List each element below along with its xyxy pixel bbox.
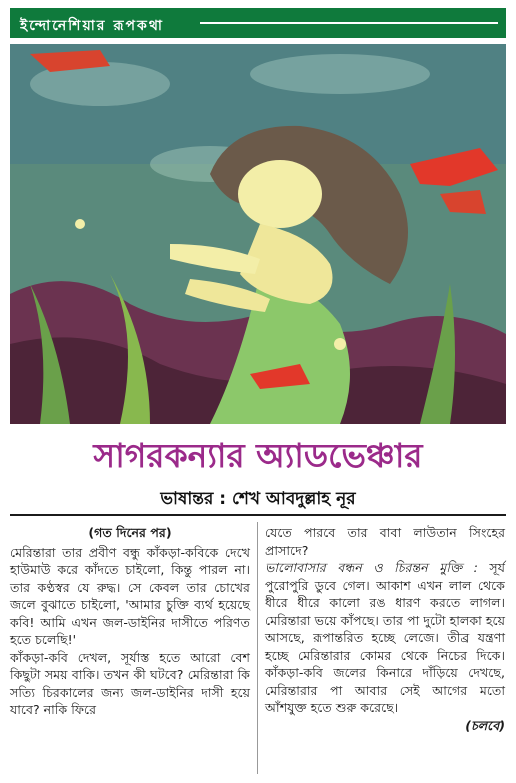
- article-byline: ভাষান্তর : শেখ আবদুল্লাহ নূর: [160, 489, 356, 509]
- recap-label: (গত দিনের পর): [88, 525, 172, 540]
- left-paragraph-1: মেরিন্তারা তার প্রবীণ বন্ধু কাঁকড়া-কবিকে দেখে হাউমাউ করে কাঁদতে চাইলো, কিন্তু পারল না। তার কণ্ঠস্বর যে রুদ্ধ। সে কেবল তার চোখের জলে বুঝাতে চাইলো, 'আমার চুক্তি ব্যর্থ হয়েছে কবি! আমি এখন জল-ডাইনির দাসীতে পরিণত হতে চলেছি!': [10, 544, 250, 647]
- section-title: ইন্দোনেশিয়ার রূপকথা: [20, 18, 164, 34]
- left-column: [10, 524, 250, 719]
- left-paragraph-2: কাঁকড়া-কবি দেখল, সূর্যাস্ত হতে আরো বেশ কিছুটা সময় বাকি। তখন কী ঘটবে? মেরিন্তারা কি সত্যি চিরকালের জন্য জল-ডাইনির দাসী হয়ে যাবে? নাকি ফিরে: [10, 649, 250, 717]
- right-paragraph-1: যেতে পারবে তার বাবা লাউতান সিংহের প্রাসাদে?: [265, 525, 505, 558]
- article-title: সাগরকন্যার অ্যাডভেঞ্চার: [93, 436, 423, 475]
- subheading: ভালোবাসার বন্ধন ও চিরন্তন মুক্তি :: [265, 560, 478, 575]
- section-header: [10, 8, 506, 38]
- right-column: [265, 524, 505, 734]
- header-rule: [200, 22, 498, 24]
- column-divider: [257, 522, 258, 774]
- right-body: সূর্য পুরোপুরি ডুবে গেল। আকাশ এখন লাল থেকে ধীরে ধীরে কালো রঙ ধারণ করতে লাগল। মেরিন্তারা ভয়ে কাঁপছে। তার পা দুটো হালকা হয়ে আসছে, রূপান্তরিত হচ্ছে লেজে। তীব্র যন্ত্রণা হচ্ছে মেরিন্তারার কোমর থেকে নিচের দিকে। কাঁকড়া-কবি জলের কিনারে দাঁড়িয়ে দেখছে, মেরিন্তারার পা আবার সেই আগের মতো আঁশযুক্ত হতে শুরু করেছে।: [265, 560, 505, 715]
- mermaid-illustration: [10, 44, 506, 424]
- title-rule: [10, 514, 506, 516]
- right-paragraph-2: [265, 559, 505, 717]
- continued-label: (চলবে): [465, 717, 505, 733]
- continued-line: [265, 717, 505, 735]
